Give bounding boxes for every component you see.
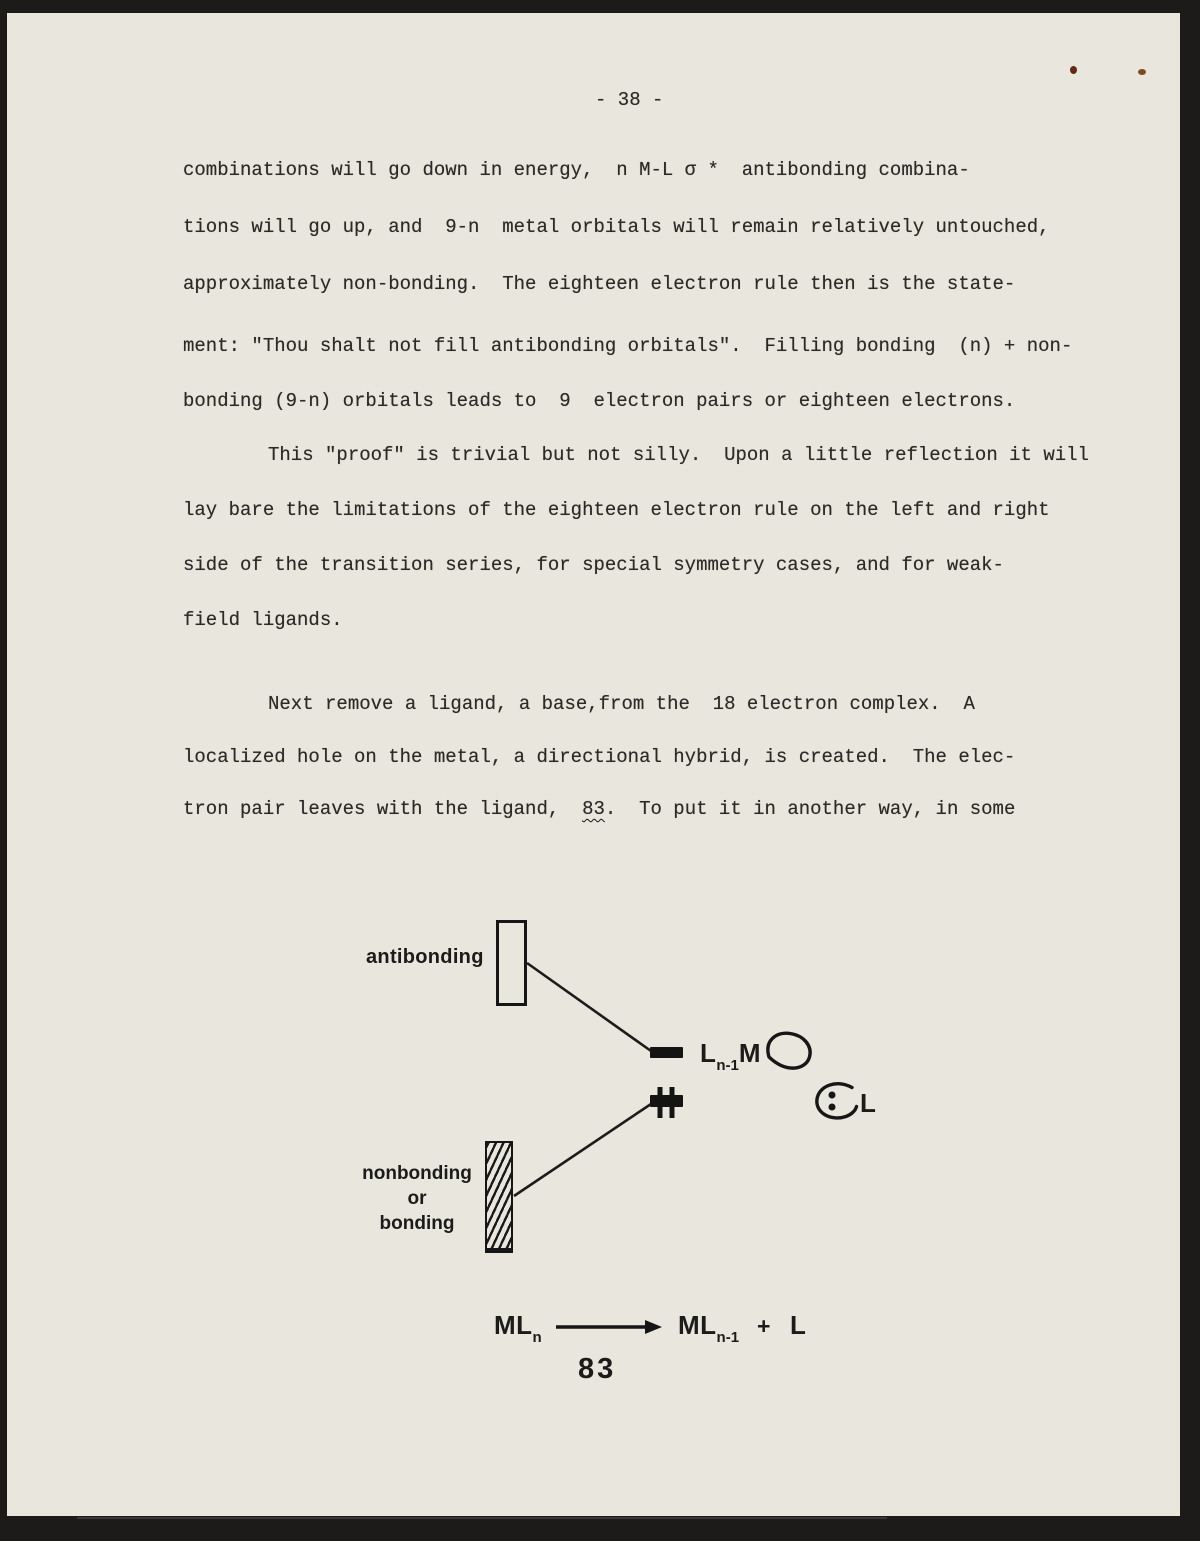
equation-ligand: L (790, 1310, 807, 1340)
paper-speck (1138, 69, 1146, 75)
body-line: lay bare the limitations of the eighteen electron rule on the left and right (183, 499, 1050, 521)
body-line: Next remove a ligand, a base,from the 18 electron complex. A (268, 693, 975, 715)
body-line: localized hole on the metal, a directional hybrid, is created. The elec- (183, 746, 1016, 768)
plus-sign: + (757, 1313, 771, 1339)
body-line: This "proof" is trivial but not silly. Upon a little reflection it will (268, 444, 1089, 466)
antibonding-levels-block (496, 920, 527, 1006)
filled-lone-pair-level-bar (650, 1095, 683, 1107)
body-line: side of the transition series, for special symmetry cases, and for weak- (183, 554, 1004, 576)
fragment-subscript: n-1 (716, 1057, 739, 1074)
reactant-subscript: n (532, 1329, 542, 1346)
scan-artifact-line (77, 1517, 887, 1519)
figure-number: 83 (578, 1353, 617, 1385)
fragment-metal-symbol: M (738, 1038, 762, 1068)
metal-fragment-label (700, 1038, 762, 1074)
body-line: approximately non-bonding. The eighteen electron rule then is the state- (183, 273, 1016, 295)
paper-speck (1070, 66, 1077, 74)
body-line: combinations will go down in energy, n M-L σ * antibonding combina- (183, 159, 970, 181)
nonbonding-label-line: bonding (379, 1213, 455, 1234)
body-line: field ligands. (183, 609, 343, 631)
fragment-ligand-symbol: L (700, 1038, 717, 1068)
vacant-hybrid-level-bar (650, 1047, 683, 1058)
nonbonding-label-line: nonbonding (362, 1163, 472, 1184)
reactant-formula: ML (494, 1310, 533, 1340)
nonbonding-label (355, 1161, 479, 1236)
body-line: ment: "Thou shalt not fill antibonding orbitals". Filling bonding (n) + non- (183, 335, 1073, 357)
antibonding-label: antibonding (366, 946, 484, 968)
page-number: - 38 - (595, 89, 664, 111)
equation-reactant (494, 1310, 542, 1346)
figure-reference: 83 (582, 798, 605, 820)
bonding-levels-block (485, 1141, 513, 1253)
body-line: tions will go up, and 9-n metal orbitals will remain relatively untouched, (183, 216, 1050, 238)
body-line-text: . To put it in another way, in some (604, 798, 1016, 820)
product-subscript: n-1 (716, 1329, 740, 1346)
body-line-text: tron pair leaves with the ligand, (183, 798, 583, 820)
body-line (183, 799, 1015, 820)
nonbonding-label-line: or (407, 1188, 427, 1209)
free-ligand-label: L (860, 1088, 877, 1118)
body-line: bonding (9-n) orbitals leads to 9 electron pairs or eighteen electrons. (183, 390, 1016, 412)
product-formula: ML (678, 1310, 717, 1340)
equation-product (678, 1310, 740, 1346)
